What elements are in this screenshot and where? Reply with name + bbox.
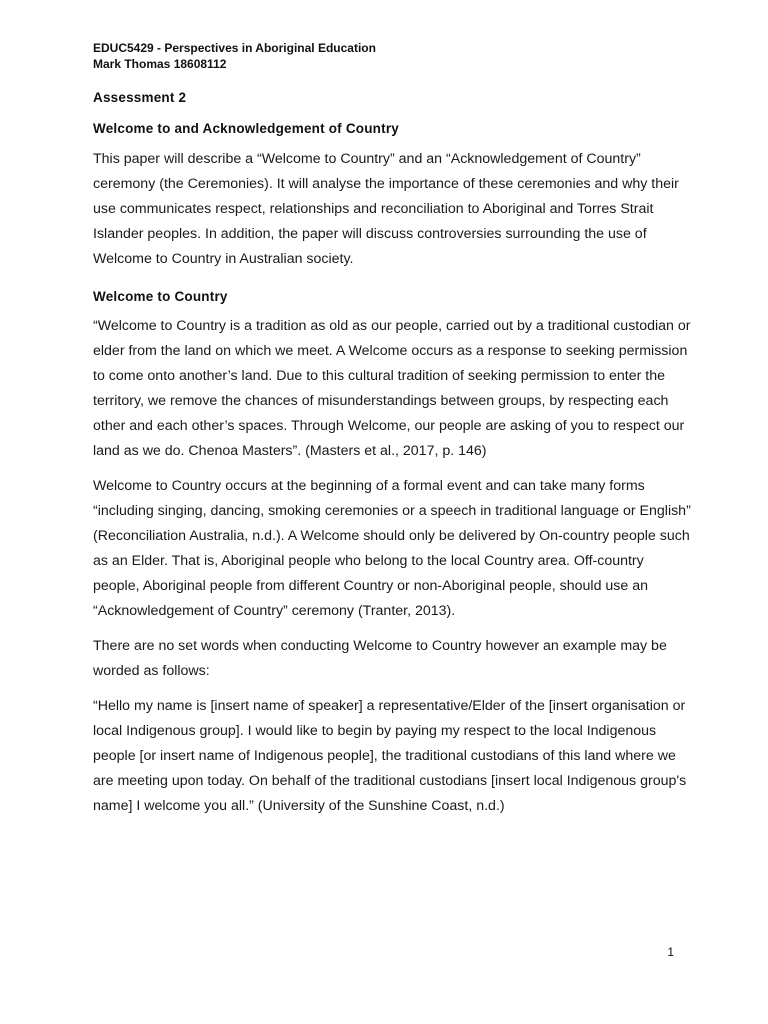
- section-heading-welcome: Welcome to Country: [93, 289, 228, 304]
- page-number: 1: [667, 945, 674, 959]
- example-paragraph: “Hello my name is [insert name of speaker] a representative/Elder of the [insert organisation or local Indigenous group]. I would like to begin by paying my respect to the local Indigenous people [or insert name of Indigenous people], the traditional custodians of this land where we are meeting upon today. On behalf of the traditional custodians [insert local Indigenous group's name] I welcome you all.” (University of the Sunshine Coast, n.d.): [93, 698, 687, 814]
- intro-paragraph: This paper will describe a “Welcome to Country” and an “Acknowledgement of Country” ceremony (the Ceremonies). It will analyse the importance of these ceremonies and why their use communicates respect, relationships and reconciliation to Aboriginal and Torres Strait Islander peoples. In addition, the paper will discuss controversies surrounding the use of Welcome to Country in Australian society.: [93, 151, 679, 267]
- course-header: EDUC5429 - Perspectives in Aboriginal Education: [93, 41, 376, 55]
- paper-title: Welcome to and Acknowledgement of Country: [93, 121, 399, 136]
- words-paragraph: There are no set words when conducting Welcome to Country however an example may be worded as follows:: [93, 638, 667, 679]
- quote-paragraph: “Welcome to Country is a tradition as old as our people, carried out by a traditional custodian or elder from the land on which we meet. A Welcome occurs as a response to seeking permission to come onto another’s land. Due to this cultural tradition of seeking permission to enter the territory, we remove the chances of misunderstandings between groups, by respecting each other and each other’s spaces. Through Welcome, our people are asking of you to respect our land as we do. Chenoa Masters”. (Masters et al., 2017, p. 146): [93, 318, 691, 459]
- document-page: [93, 40, 693, 819]
- assessment-title: Assessment 2: [93, 90, 187, 105]
- forms-paragraph: Welcome to Country occurs at the beginning of a formal event and can take many forms “including singing, dancing, smoking ceremonies or a speech in traditional language or English” (Reconciliation Australia, n.d.). A Welcome should only be delivered by On-country people such as an Elder. That is, Aboriginal people who belong to the local Country area. Off-country people, Aboriginal people from different Country or non-Aboriginal people, should use an “Acknowledgement of Country” ceremony (Tranter, 2013).: [93, 478, 691, 619]
- author-header: Mark Thomas 18608112: [93, 57, 227, 71]
